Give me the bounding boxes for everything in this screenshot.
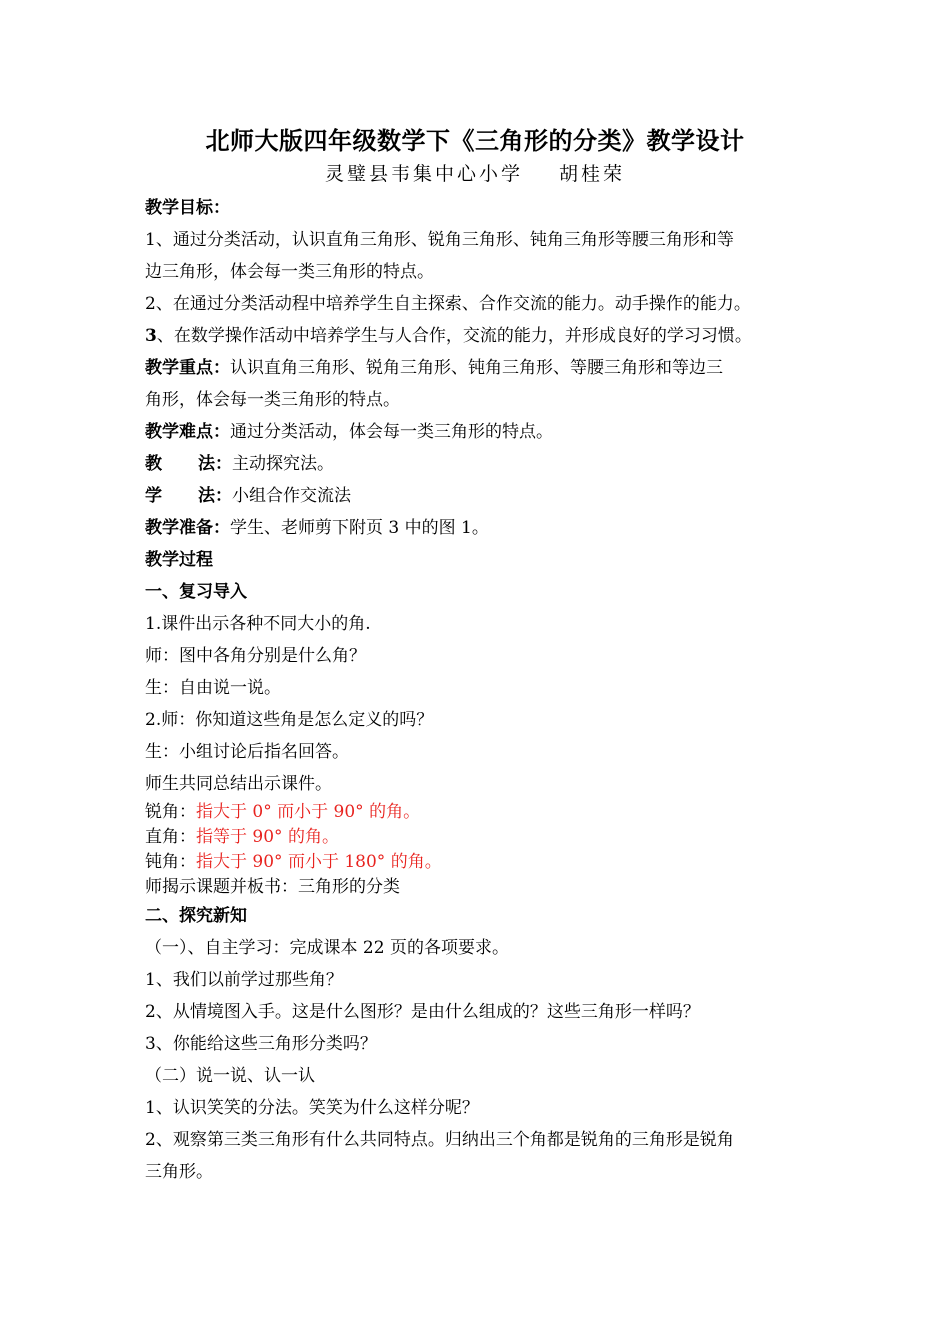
document-title: 北师大版四年级数学下《三角形的分类》教学设计 [205,127,745,155]
objective-1-line-2: 边三角形，体会每一类三角形的特点。 [145,262,434,282]
teaching-method-text: 主动探究法。 [232,454,334,474]
document-body [145,192,825,1188]
teaching-method-label-a: 教 [145,454,162,474]
objectives-heading: 教学目标： [145,198,230,218]
key-points-line-1 [145,352,825,384]
document-subtitle [0,160,950,188]
objective-3 [145,320,825,352]
definition-term: 锐角： [145,802,196,822]
definition-text: 指大于 90° 而小于 180° 的角。 [196,852,442,872]
definition-term: 直角： [145,827,196,847]
section-2-line: 2、从情境图入手。这是什么图形？是由什么组成的？这些三角形一样吗？ [145,1002,700,1022]
section-2-line: （二）说一说、认一认 [145,1066,315,1086]
objective-1-line-1: 1、通过分类活动，认识直角三角形、锐角三角形、钝角三角形等腰三角形和等 [145,230,734,250]
process-heading: 教学过程 [145,550,213,570]
key-points-line-2: 角形，体会每一类三角形的特点。 [145,390,400,410]
objective-2: 2、在通过分类活动程中培养学生自主探索、合作交流的能力。动手操作的能力。 [145,294,751,314]
section-2-heading: 二、探究新知 [145,906,247,926]
objective-3-number: 3 [145,326,157,346]
definition-obtuse [145,850,825,875]
preparation-text: 学生、老师剪下附页 3 中的图 1。 [230,518,489,538]
section-1-line: 生：小组讨论后指名回答。 [145,742,349,762]
section-2-line: （一）、自主学习：完成课本 22 页的各项要求。 [145,938,509,958]
board-title-line: 师揭示课题并板书：三角形的分类 [145,877,400,897]
section-1-line: 师生共同总结出示课件。 [145,774,332,794]
school-name: 灵璧县韦集中心小学 [324,163,523,185]
difficulties-label: 教学难点： [145,422,230,442]
section-2-line: 三角形。 [145,1162,213,1182]
learning-method-label-b: 法： [198,486,232,506]
section-1-line: 1.课件出示各种不同大小的角. [145,614,371,634]
preparation [145,512,825,544]
definition-text: 指等于 90° 的角。 [196,827,339,847]
learning-method-label-a: 学 [145,486,162,506]
key-points-text: 认识直角三角形、锐角三角形、钝角三角形、等腰三角形和等边三 [230,358,723,378]
learning-method [145,480,825,512]
section-2-line: 1、认识笑笑的分法。笑笑为什么这样分呢？ [145,1098,479,1118]
definition-acute [145,800,825,825]
definition-right [145,825,825,850]
objective-3-text: 、在数学操作活动中培养学生与人合作，交流的能力，并形成良好的学习习惯。 [156,326,752,346]
difficulties-text: 通过分类活动，体会每一类三角形的特点。 [230,422,553,442]
section-1-heading: 一、复习导入 [145,582,247,602]
section-1-line: 生：自由说一说。 [145,678,281,698]
section-1-line: 师：图中各角分别是什么角？ [145,646,366,666]
learning-method-text: 小组合作交流法 [232,486,351,506]
author-name: 胡桂荣 [559,163,626,185]
section-2-line: 1、我们以前学过那些角？ [145,970,343,990]
teaching-method [145,448,825,480]
preparation-label: 教学准备： [145,518,230,538]
difficulties [145,416,825,448]
section-2-line: 3、你能给这些三角形分类吗？ [145,1034,377,1054]
definition-term: 钝角： [145,852,196,872]
definition-text: 指大于 0° 而小于 90° 的角。 [196,802,421,822]
key-points-label: 教学重点： [145,358,230,378]
section-2-line: 2、观察第三类三角形有什么共同特点。归纳出三个角都是锐角的三角形是锐角 [145,1130,734,1150]
teaching-method-label-b: 法： [198,454,232,474]
section-1-line: 2.师：你知道这些角是怎么定义的吗？ [145,710,434,730]
